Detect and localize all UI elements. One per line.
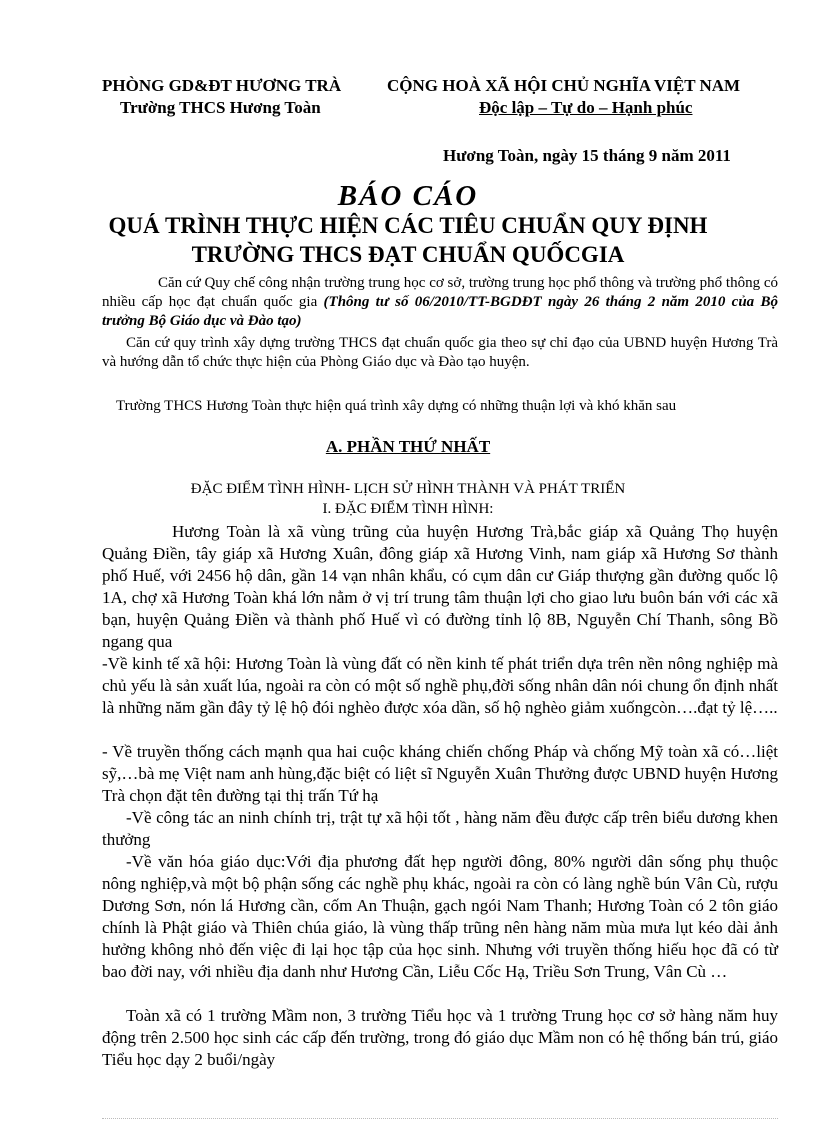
intro-paragraph-1 [102, 274, 778, 331]
content-paragraph-5: -Về văn hóa giáo dục:Với địa phương đất hẹp người đông, 80% người dân sống phụ thuộc nông nghiệp,và một bộ phận sống các nghề phụ khác, ngoài ra còn có làng nghề bún Vân Cù, rượu Dương Sơn, nón lá Hương cần, cốm An Thuận, gạch ngói Nam Thanh; Hương Toàn có 2 tôn giáo chính là Phật giáo và Thiên chúa giáo, là vùng thấp trũng nên hàng năm mùa mưa lụt kéo dài ảnh hưởng không nhỏ đến việc đi lại học tập của học sinh. Nhưng với truyền thống hiếu học đã có từ bao đời nay, với nhiều địa danh như Hương Cần, Liễu Cốc Hạ, Triều Sơn Trung, Vân Cù … [102, 852, 778, 981]
content-paragraph-4: -Về công tác an ninh chính trị, trật tự xã hội tốt , hàng năm đều được cấp trên biểu dương khen thưởng [102, 808, 778, 849]
content-paragraph-2: -Về kinh tế xã hội: Hương Toàn là vùng đất có nền kinh tế phát triển dựa trên nền nông nghiệp mà chủ yếu là sản xuất lúa, ngoài ra còn có một số nghề phụ,đời sống nhân dân nói chung ổn định nhất là những năm gần đây tỷ lệ hộ đói nghèo được xóa dần, số hộ nghèo giảm xuốngcòn….đạt tỷ lệ….. [102, 654, 778, 717]
intro-paragraph-2: Căn cứ quy trình xây dựng trường THCS đạt chuẩn quốc gia theo sự chỉ đạo của UBND huyện Hương Trà và hướng dẫn tổ chức thực hiện của Phòng Giáo dục và Đào tạo huyện. [102, 335, 778, 370]
page-bottom-divider [102, 1118, 778, 1119]
section-subheading: ĐẶC ĐIỂM TÌNH HÌNH- LỊCH SỬ HÌNH THÀNH VÀ PHÁT TRIỂN [190, 481, 626, 497]
report-title: BÁO CÁO [337, 180, 479, 212]
national-title: CỘNG HOÀ XÃ HỘI CHỦ NGHĨA VIỆT NAM [387, 76, 741, 95]
intro-paragraph-1-text: Căn cứ Quy chế công nhận trường trung học cơ sở, trường trung học phổ thông và trường phổ thông có nhiều cấp học đạt chuẩn quốc gia [102, 275, 778, 310]
school-name: Trường THCS Hương Toàn [120, 98, 321, 117]
report-subtitle-1: QUÁ TRÌNH THỰC HIỆN CÁC TIÊU CHUẨN QUY ĐỊNH [108, 213, 708, 238]
legal-reference: (Thông tư số 06/2010/TT-BGDĐT ngày 26 tháng 2 năm 2010 của Bộ trưởng Bộ Giáo dục và Đào tạo) [102, 294, 778, 329]
national-motto: Độc lập – Tự do – Hạnh phúc [479, 98, 693, 117]
agency-name: PHÒNG GD&ĐT HƯƠNG TRÀ [102, 76, 342, 95]
content-paragraph-3: - Về truyền thống cách mạnh qua hai cuộc kháng chiến chống Pháp và chống Mỹ toàn xã có…liệt sỹ,…bà mẹ Việt nam anh hùng,đặc biệt có liệt sĩ Nguyễn Xuân Thưởng được UBND huyện Hương Trà chọn đặt tên đường tại thị trấn Tứ hạ [102, 742, 778, 805]
intro-paragraph-3: Trường THCS Hương Toàn thực hiện quá trình xây dựng có những thuận lợi và khó khăn sau [116, 398, 677, 414]
content-paragraph-1: Hương Toàn là xã vùng trũng của huyện Hương Trà,bắc giáp xã Quảng Thọ huyện Quảng Điền, tây giáp xã Hương Xuân, đông giáp xã Hương Vinh, nam giáp xã Hương Sơ thành phố Huế, với 2456 hộ dân, gần 14 vạn nhân khẩu, có cụm dân cư Giáp thượng gần đường quốc lộ 1A, chợ xã Hương Toàn khá lớn nằm ở vị trí trung tâm thuận lợi cho giao lưu buôn bán với các xã bạn, huyện Quảng Điền và thành phố Huế vì có đường tỉnh lộ 8B, Nguyễn Chí Thanh, sông Bồ ngang qua [102, 522, 778, 651]
content-paragraph-6: Toàn xã có 1 trường Mầm non, 3 trường Tiểu học và 1 trường Trung học cơ sở hàng năm huy động trên 2.500 học sinh các cấp đến trường, trong đó giáo dục Mầm non có hệ thống bán trú, giáo Tiểu học dạy 2 buổi/ngày [102, 1006, 778, 1069]
date-line: Hương Toàn, ngày 15 tháng 9 năm 2011 [443, 146, 731, 165]
report-subtitle-2: TRƯỜNG THCS ĐẠT CHUẨN QUỐCGIA [191, 242, 625, 267]
section-heading: A. PHẦN THỨ NHẤT [325, 437, 491, 456]
part-heading: I. ĐẶC ĐIỂM TÌNH HÌNH: [322, 501, 494, 517]
